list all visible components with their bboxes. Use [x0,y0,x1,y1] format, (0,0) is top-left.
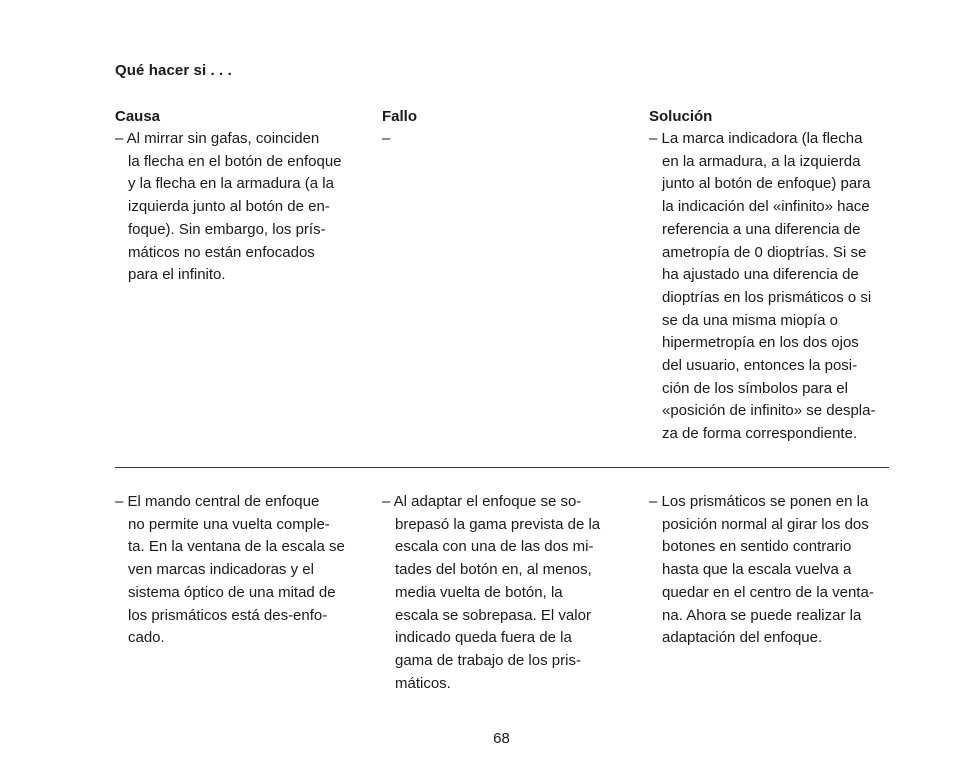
section-title: Qué hacer si . . . [115,62,232,79]
text-line: ametropía de 0 dioptrías. Si se [662,243,867,261]
text-line: hipermetropía en los dos ojos [662,334,859,352]
text-line: escala con una de las dos mi- [395,538,594,556]
text-line: en la armadura, a la izquierda [662,152,861,170]
row-2-solucion [649,491,874,650]
text-line: no permite una vuelta comple- [128,515,330,533]
text-line: del usuario, entonces la posi- [662,357,858,375]
text-line: cado. [128,629,165,647]
text-line: – La marca indicadora (la flecha [649,130,863,147]
text-line: ven marcas indicadoras y el [128,561,314,579]
text-line: ha ajustado una diferencia de [662,266,859,284]
row-2-fallo [382,491,600,695]
page-number: 68 [493,730,510,747]
text-line: tades del botón en, al menos, [395,561,592,579]
text-line: – El mando central de enfoque [115,493,320,510]
row-1-causa [115,128,342,287]
text-line: hasta que la escala vuelva a [662,561,852,579]
text-line: – [382,130,391,147]
text-line: ta. En la ventana de la escala se [128,538,345,556]
text-line: na. Ahora se puede realizar la [662,606,862,624]
column-header-causa: Causa [115,108,161,125]
text-line: foque). Sin embargo, los prís- [128,220,326,238]
text-line: botones en sentido contrario [662,538,852,556]
text-line: «posición de infinito» se despla- [662,402,876,420]
text-line: – Los prismáticos se ponen en la [649,493,869,510]
text-line: la indicación del «infinito» hace [662,198,870,216]
text-line: adaptación del enfoque. [662,629,823,647]
text-line: za de forma correspondiente. [662,425,858,443]
text-line: – Al mirrar sin gafas, coinciden [115,130,320,147]
text-line: y la flecha en la armadura (a la [128,175,334,193]
row-2-causa [115,491,345,650]
row-1-solucion [649,128,875,446]
text-line: ción de los símbolos para el [662,379,848,397]
text-line: brepasó la gama prevista de la [395,515,601,533]
text-line: para el infinito. [128,266,226,284]
column-header-fallo: Fallo [382,108,418,125]
text-line: máticos. [395,674,451,692]
text-line: posición normal al girar los dos [662,515,869,533]
row-1-fallo [382,128,390,151]
text-line: la flecha en el botón de enfoque [128,152,342,170]
text-line: se da una misma miopía o [662,311,838,329]
text-line: gama de trabajo de los pris- [395,651,581,669]
text-line: escala se sobrepasa. El valor [395,606,591,624]
text-line: izquierda junto al botón de en- [128,198,330,216]
text-line: indicado queda fuera de la [395,629,572,647]
column-header-solucion: Solución [649,108,713,125]
text-line: media vuelta de botón, la [395,583,563,601]
text-line: los prismáticos está des-enfo- [128,606,328,624]
text-line: dioptrías en los prismáticos o si [662,288,872,306]
text-line: sistema óptico de una mitad de [128,583,336,601]
text-line: junto al botón de enfoque) para [662,175,871,193]
text-line: – Al adaptar el enfoque se so- [382,493,582,510]
text-line: referencia a una diferencia de [662,220,861,238]
row-divider [115,467,889,468]
text-line: quedar en el centro de la venta- [662,583,874,601]
text-line: máticos no están enfocados [128,243,315,261]
